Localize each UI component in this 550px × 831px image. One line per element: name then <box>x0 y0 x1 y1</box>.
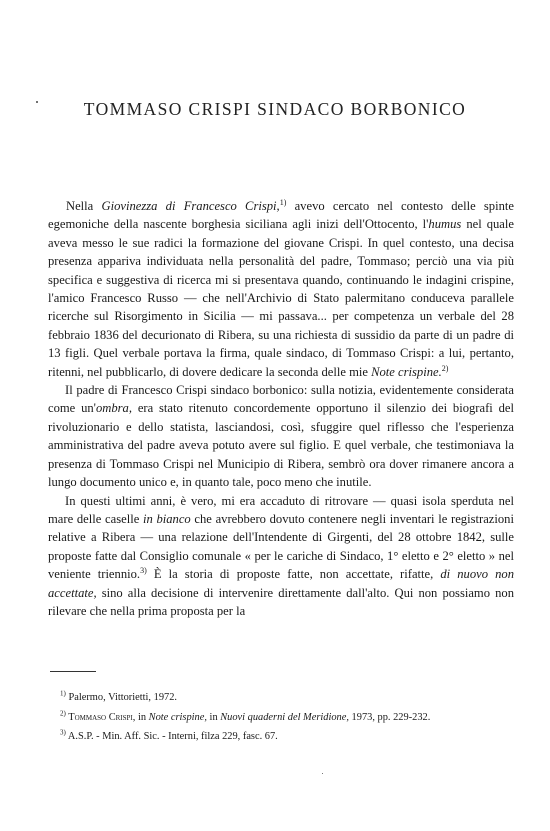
text-run: che avrebbero dovuto contenere negli inventari le registrazioni relative a Ribera — una relazione dell'Intendente di Girgenti, del 28 ottobre 1842, sulle proposte fatte dal Consiglio comunale « per le cariche di Sindaco, 1° eletto e 2° eletto » nel veniente triennio. <box>48 511 514 582</box>
italic-run: Nuovi quaderni del Meridione, <box>220 711 349 723</box>
footnote <box>48 727 514 747</box>
italic-run: ombra, <box>95 401 132 416</box>
text-run: nel quale aveva messo le sue radici la formazione del giovane Crispi. In quel contesto, una decisa presenza appariva individuata nella personalità del padre, Tommaso; perciò una via più specifica e suggestiva di ricerca mi si presentava quando, continuando le indagini crispine, l'amico Francesco Russo — che nell'Archivio di Stato palermitano conduceva parallele ricerche sul Risorgimento in Sicilia — mi passava... per competenza un verbale del 28 febbraio 1836 del decurionato di Ribera, su una richiesta di sussidio da parte di un padre di 13 figli. Quel verbale portava la firma, quale sindaco, di Tommaso Crispi: a lui, pertanto, ritenni, nel pubblicarlo, di dovere dedicare la seconda delle mie <box>48 217 514 379</box>
footnote-number: 2) <box>60 709 66 718</box>
scan-speck <box>322 773 323 774</box>
body-text <box>48 197 514 620</box>
footnotes <box>48 688 514 747</box>
italic-run: Note crispine. <box>371 364 442 379</box>
paragraph <box>48 197 514 381</box>
text-run: È la storia di proposte fatte, non accettate, rifatte, <box>146 567 441 582</box>
paragraph <box>48 381 514 491</box>
text-run: , in <box>132 711 149 723</box>
footnote-number: 3) <box>60 728 66 737</box>
footnote <box>48 688 514 708</box>
italic-run: humus <box>428 217 462 232</box>
text-run: In questi ultimi anni, è vero, mi era accaduto di ritrovare — quasi isola sperduta nel mare delle caselle <box>48 493 514 526</box>
italic-run: Giovinezza di Francesco Crispi, <box>101 199 280 213</box>
text-run: Il padre di Francesco Crispi sindaco borbonico: sulla notizia, evidentemente considerata come un' <box>48 383 514 416</box>
text-run: era stato ritenuto concordemente opportuno il silenzio dei biografi del rivoluzionario e dello statista, lasciandosi, così, sfuggire quel riflesso che l'esperienza amministrativa del padre aveva potuto avere sul figlio. E quel verbale, che testimoniava la presenza di Tommaso Crispi nel Municipio di Ribera, sembrò ora dover rimanere ancora a lungo documento unico e, in quanto tale, poco meno che inutile. <box>48 401 514 490</box>
text-run: sino alla decisione di intervenire direttamente dall'alto. Qui non possiamo non rilevare che nella prima proposta per la <box>48 585 514 618</box>
footnote-ref: 1) <box>279 197 287 207</box>
text-run: in <box>206 711 221 723</box>
footnote-number: 1) <box>60 689 66 698</box>
paragraph <box>48 492 514 621</box>
footnote-ref: 3) <box>140 565 147 575</box>
footnote-ref: 2) <box>441 363 449 373</box>
chapter-title: TOMMASO CRISPI SINDACO BORBONICO <box>83 99 467 119</box>
smallcaps-run: Tommaso Crispi <box>65 711 133 723</box>
text-run: Nella <box>66 199 102 213</box>
italic-run: in bianco <box>142 511 191 526</box>
footnote <box>48 708 514 728</box>
text-run: avevo cercato nel contesto delle spinte egemoniche della nascente borghesia siciliana agli inizi dell'Ottocento, l' <box>48 199 514 232</box>
text-run: A.S.P. - Min. Aff. Sic. - Interni, filza 229, fasc. 67. <box>65 731 278 742</box>
text-run: Palermo, Vittorietti, 1972. <box>65 692 178 703</box>
italic-run: Note crispine, <box>148 711 207 723</box>
text-run: 1973, pp. 229-232. <box>348 711 431 723</box>
italic-run: di nuovo non accettate, <box>48 567 514 600</box>
footnote-divider <box>50 671 96 672</box>
